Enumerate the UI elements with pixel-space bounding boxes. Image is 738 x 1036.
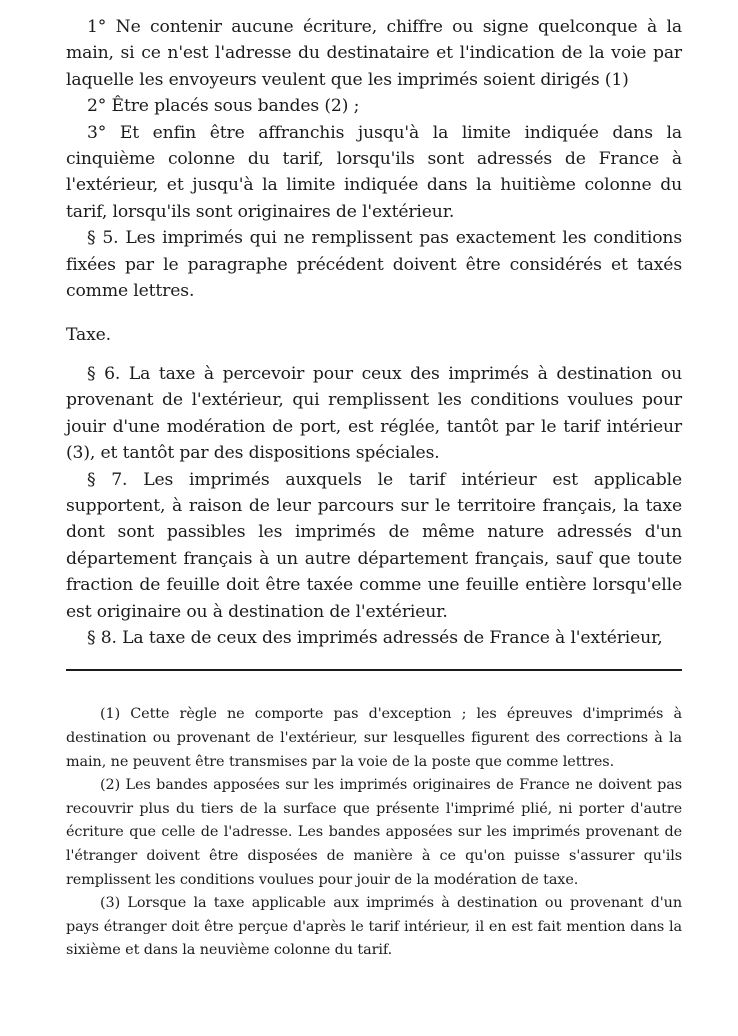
paragraph-6: § 6. La taxe à percevoir pour ceux des imprimés à destination ou provenant de l'extérieur, qui remplissent les conditions voulues pour jouir d'une modération de port, est réglée, tantôt par le tarif intérieur (3), et tantôt par des dispositions spéciales. (66, 363, 682, 464)
section-heading-taxe: Taxe. (66, 325, 111, 346)
footnote-2: (2) Les bandes apposées sur les imprimés originaires de France ne doivent pas recouvrir plus du tiers de la surface que présente l'imprimé plié, ni porter d'autre écriture que celle de l'adresse. Les bandes apposées sur les imprimés provenant de l'étranger doivent être disposées de manière à ce qu'on puisse s'assurer qu'ils remplissent les conditions voulues pour jouir de la modération de taxe. (66, 777, 682, 888)
main-text (66, 14, 682, 651)
paragraph-7: § 7. Les imprimés auxquels le tarif intérieur est applicable supportent, à raison de leur parcours sur le territoire français, la taxe dont sont passibles les imprimés de même nature adressés d'un département français à un autre département français, sauf que toute fraction de feuille doit être taxée comme une feuille entière lorsqu'elle est originaire ou à destination de l'extérieur. (66, 469, 682, 622)
document-page (66, 14, 682, 963)
footnote-separator (66, 669, 682, 671)
paragraph-5: § 5. Les imprimés qui ne remplissent pas exactement les conditions fixées par le paragraphe précédent doivent être considérés et taxés comme lettres. (66, 228, 682, 302)
footnote-3: (3) Lorsque la taxe applicable aux imprimés à destination ou provenant d'un pays étranger doit être perçue d'après le tarif intérieur, il en est fait mention dans la sixième et dans la neuvième colonne du tarif. (66, 895, 682, 959)
condition-3: 3° Et enfin être affranchis jusqu'à la limite indiquée dans la cinquième colonne du tarif, lorsqu'ils sont adressés de France à l'extérieur, et jusqu'à la limite indiquée dans la huitième colonne du tarif, lorsqu'ils sont originaires de l'extérieur. (66, 122, 682, 222)
condition-1: 1° Ne contenir aucune écriture, chiffre ou signe quelconque à la main, si ce n'est l'adresse du destinataire et l'indication de la voie par laquelle les envoyeurs veulent que les imprimés soient dirigés (1) (66, 17, 682, 90)
paragraph-8: § 8. La taxe de ceux des imprimés adressés de France à l'extérieur, (87, 627, 663, 648)
footnote-1: (1) Cette règle ne comporte pas d'exception ; les épreuves d'imprimés à destination ou provenant de l'extérieur, sur lesquelles figurent des corrections à la main, ne peuvent être transmises par la voie de la poste que comme lettres. (66, 706, 682, 770)
footnotes (66, 703, 682, 963)
condition-2: 2° Être placés sous bandes (2) ; (87, 96, 360, 117)
